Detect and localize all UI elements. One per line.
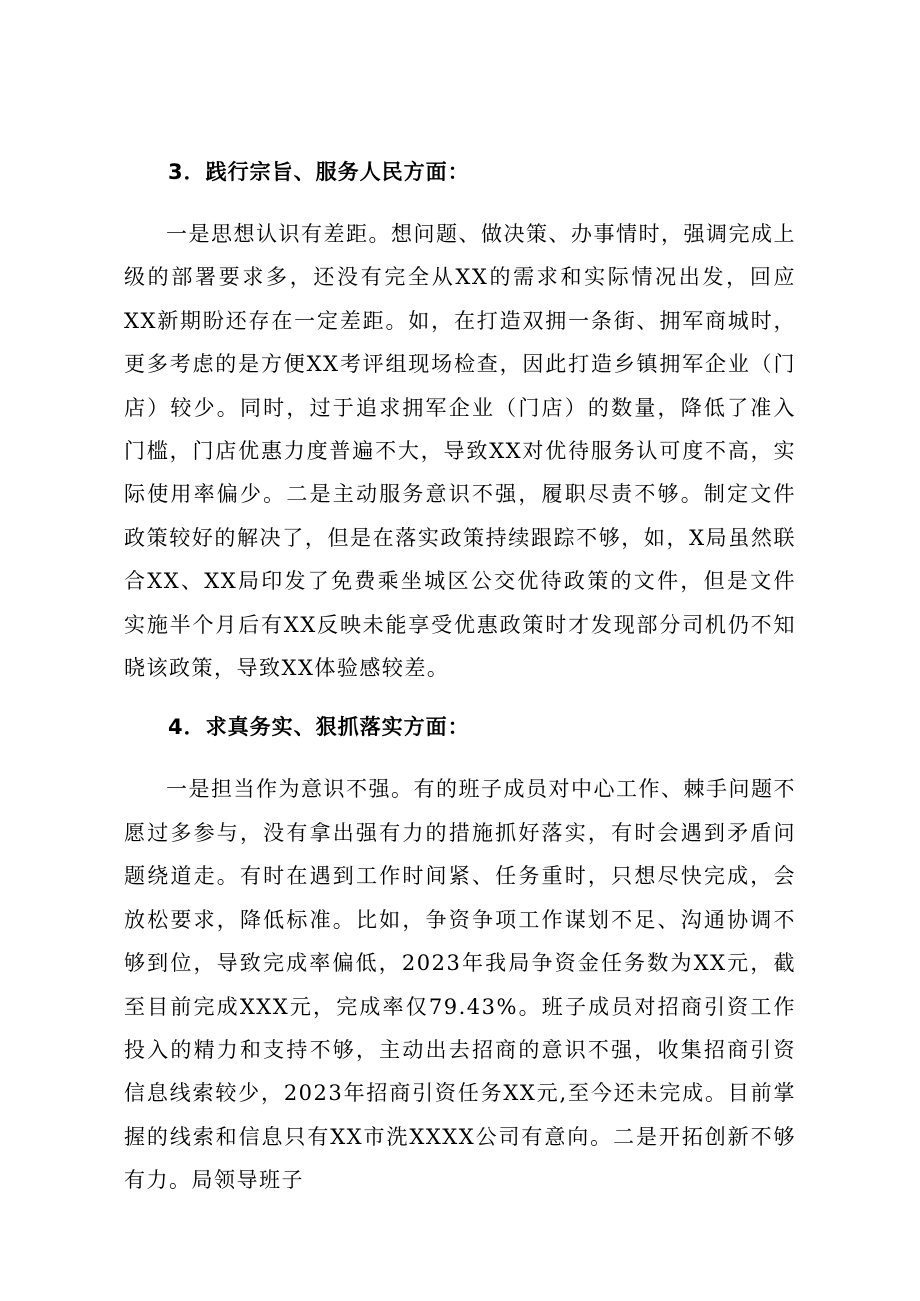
spacer [124,749,796,768]
section-heading-3: 3．践行宗旨、服务人民方面： [168,160,470,184]
section-heading-4: 4．求真务实、狠抓落实方面： [168,715,470,740]
spacer [124,194,796,213]
section-paragraph-4: 一是担当作为意识不强。有的班子成员对中心工作、棘手问题不愿过多参与，没有拿出强有力的措施抓好落实，有时会遇到矛盾问题绕道走。有时在遇到工作时间紧、任务重时，只想尽快完成，会放松要求，降低标准。比如，争资争项工作谋划不足、沟通协调不够到位，导致完成率偏低，2023年我局争资金任务数为XX元，截至目前完成XXX元，完成率仅79.43%。班子成员对招商引资工作投入的精力和支持不够，主动出去招商的意识不强，收集招商引资信息线索较少，2023年招商引资任务XX元,至今还未完成。目前掌握的线索和信息只有XX市洗XXXX公司有意向。二是开拓创新不够有力。局领导班子 [124,777,796,1193]
spacer [124,690,796,705]
document-body [124,150,796,1203]
section-paragraph-3: 一是思想认识有差距。想问题、做决策、办事情时，强调完成上级的部署要求多，还没有完全从XX的需求和实际情况出发，回应XX新期盼还存在一定差距。如，在打造双拥一条街、拥军商城时，更多考虑的是方便XX考评组现场检查，因此打造乡镇拥军企业（门店）较少。同时，过于追求拥军企业（门店）的数量，降低了准入门槛，门店优惠力度普遍不大，导致XX对优待服务认可度不高，实际使用率偏少。二是主动服务意识不强，履职尽责不够。制定文件政策较好的解决了，但是在落实政策持续跟踪不够，如，X局虽然联合XX、XX局印发了免费乘坐城区公交优待政策的文件，但是文件实施半个月后有XX反映未能享受优惠政策时才发现部分司机仍不知晓该政策，导致XX体验感较差。 [124,222,796,681]
